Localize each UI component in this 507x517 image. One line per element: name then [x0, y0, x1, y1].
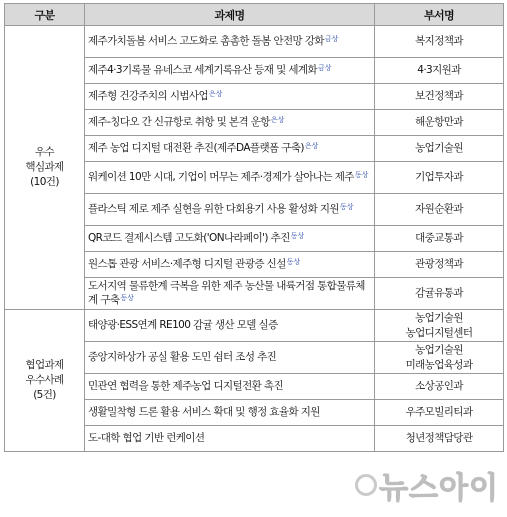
task-name: 제주-칭다오 간 신규항로 취항 및 본격 운항: [88, 115, 270, 128]
dept-name: 관광정책과: [415, 258, 463, 270]
task-cell: [85, 374, 375, 400]
award-badge: 은상: [209, 89, 223, 98]
dept-name: 4·3지원과: [417, 64, 461, 76]
task-cell: [85, 58, 375, 84]
task-name: 제주4·3기록물 유네스코 세계기록유산 등재 및 세계화: [88, 63, 317, 76]
dept-cell: [375, 162, 504, 194]
dept-cell: [375, 342, 504, 374]
category-cell: [5, 310, 85, 452]
task-cell: [85, 426, 375, 452]
task-cell: [85, 162, 375, 194]
task-name: 워케이션 10만 시대, 기업이 머무는 제주·경제가 살아나는 제주: [88, 170, 354, 183]
watermark: [299, 465, 499, 505]
award-badge: 은상: [270, 115, 285, 124]
award-table: [4, 3, 504, 452]
task-name: 생활밀착형 드론 활용 서비스 확대 및 행정 효율화 지원: [88, 405, 320, 418]
category-label-line: (10건): [30, 176, 59, 188]
category-label-line: 협업과제: [25, 359, 64, 371]
category-label-line: 핵심과제: [25, 161, 64, 173]
dept-name: 감귤유통과: [415, 287, 463, 299]
dept-name: 농업기술원: [415, 142, 463, 154]
header-task: 과제명: [85, 4, 375, 26]
award-badge: 동상: [120, 293, 134, 302]
dept-cell: [375, 110, 504, 136]
dept-cell: [375, 374, 504, 400]
task-cell: [85, 136, 375, 162]
task-cell: [85, 278, 375, 310]
table-header-row: [5, 4, 504, 26]
task-cell: [85, 110, 375, 136]
category-cell: [5, 26, 85, 310]
award-badge: 은상: [304, 141, 319, 150]
task-cell: [85, 226, 375, 252]
award-badge: 동상: [354, 170, 369, 179]
dept-cell: [375, 26, 504, 58]
task-name: 태양광·ESS연계 RE100 감귤 생산 모델 실증: [88, 318, 278, 331]
task-name: 민관연 협력을 통한 제주농업 디지털전환 촉진: [88, 379, 284, 392]
award-badge: 동상: [290, 231, 305, 240]
dept-cell: [375, 136, 504, 162]
award-badge: 동상: [286, 257, 301, 266]
task-cell: [85, 26, 375, 58]
dept-cell: [375, 310, 504, 342]
dept-cell: [375, 84, 504, 110]
task-cell: [85, 252, 375, 278]
circle-logo-icon: [355, 474, 377, 496]
task-name: 도서지역 물류한계 극복을 위한 제주 농산물 내륙거점 통합물류체계 구축: [88, 280, 365, 306]
category-label-line: (5건): [33, 389, 56, 401]
task-cell: [85, 194, 375, 226]
header-category: 구분: [5, 4, 85, 26]
task-name: 제주가치돌봄 서비스 고도화로 촘촘한 돌봄 안전망 강화: [88, 34, 324, 47]
dept-name: 자원순환과: [415, 203, 463, 215]
dept-cell: [375, 252, 504, 278]
dept-cell: [375, 58, 504, 84]
task-name: 원스톱 관광 서비스·제주형 디지털 관광증 신설: [88, 257, 286, 270]
category-label-line: 우수사례: [25, 374, 64, 386]
award-badge: 금상: [324, 34, 339, 43]
task-name: 도-대학 협업 기반 런케이션: [88, 431, 205, 444]
award-badge: 금상: [318, 63, 332, 72]
table-row: [5, 310, 504, 342]
dept-cell: [375, 226, 504, 252]
dept-name: 소상공인과: [415, 380, 463, 392]
dept-name: 농업기술원: [415, 311, 463, 324]
task-name: 플라스틱 제로 제주 실현을 위한 다회용기 사용 활성화 지원: [88, 202, 339, 215]
table-row: [5, 26, 504, 58]
task-cell: [85, 310, 375, 342]
dept-name: 농업디지털센터: [405, 326, 473, 339]
award-badge: 동상: [339, 202, 354, 211]
dept-cell: [375, 426, 504, 452]
header-dept: 부서명: [375, 4, 504, 26]
task-cell: [85, 84, 375, 110]
dept-cell: [375, 194, 504, 226]
watermark-text: 뉴스아이: [379, 471, 499, 506]
task-name: 중앙지하상가 공실 활용 도민 쉼터 조성 추진: [88, 350, 277, 363]
task-name: 제주 농업 디지털 대전환 추진(제주DA플랫폼 구축): [88, 141, 304, 154]
dept-name: 미래농업육성과: [405, 358, 473, 371]
dept-name: 청년정책담당관: [405, 432, 473, 444]
dept-cell: [375, 400, 504, 426]
task-name: 제주형 건강주치의 시범사업: [88, 89, 208, 102]
dept-name: 대중교통과: [415, 232, 463, 244]
dept-name: 우주모빌리티과: [405, 406, 473, 418]
dept-name: 보건정책과: [415, 90, 463, 102]
category-label-line: 우수: [34, 146, 55, 158]
dept-name: 해운항만과: [415, 116, 463, 128]
dept-name: 농업기술원: [415, 343, 463, 356]
dept-cell: [375, 278, 504, 310]
task-name: QR코드 결제시스템 고도화('ON나라페이') 추진: [88, 231, 290, 244]
task-cell: [85, 342, 375, 374]
dept-name: 기업투자과: [415, 171, 463, 183]
task-cell: [85, 400, 375, 426]
dept-name: 복지정책과: [415, 35, 463, 47]
